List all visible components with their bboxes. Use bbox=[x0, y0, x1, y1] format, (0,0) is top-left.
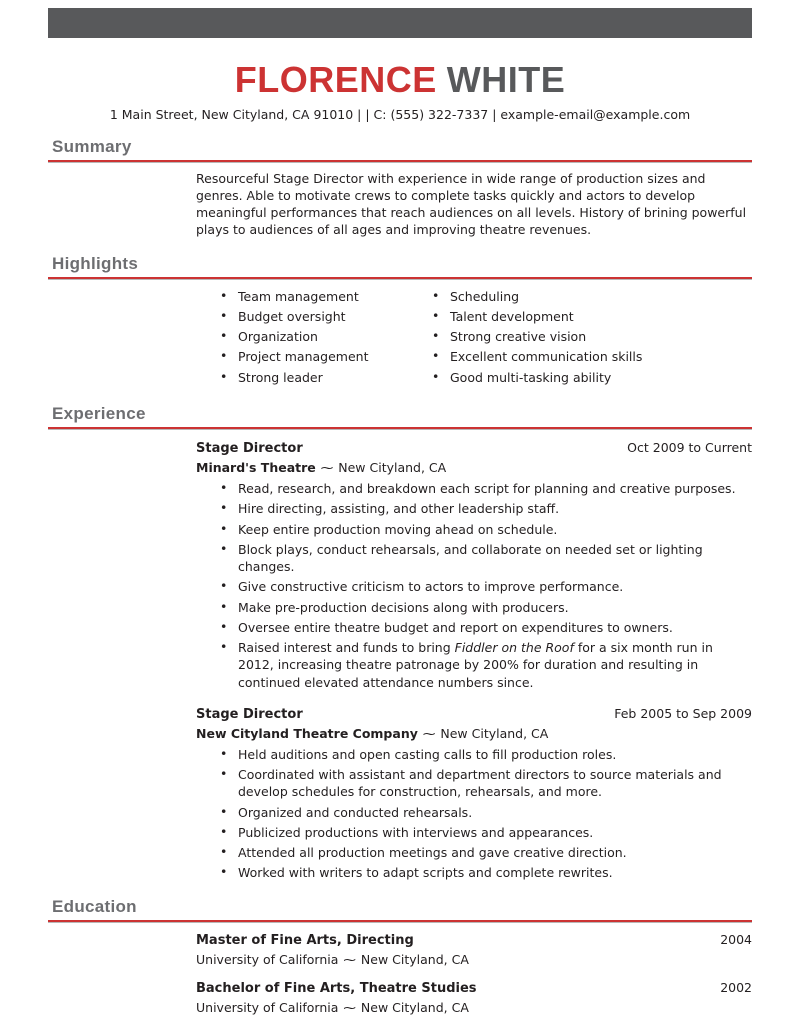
job-dates: Feb 2005 to Sep 2009 bbox=[614, 705, 752, 721]
highlight-item: • Good multi-tasking ability bbox=[408, 369, 752, 386]
section-rule bbox=[48, 920, 752, 923]
school-separator: ⁓ bbox=[343, 999, 356, 1015]
summary-content bbox=[196, 170, 752, 239]
job-entry bbox=[196, 705, 752, 882]
bullet-item: • Oversee entire theatre budget and report on expenditures to owners. bbox=[196, 619, 752, 636]
bullet-item bbox=[196, 639, 752, 691]
job-title: Stage Director bbox=[196, 440, 303, 456]
job-dates: Oct 2009 to Current bbox=[627, 439, 752, 455]
job-company-line bbox=[196, 725, 752, 742]
experience-content bbox=[196, 439, 752, 882]
company-separator: ⁓ bbox=[320, 459, 334, 475]
bullet-item: • Held auditions and open casting calls to fill production roles. bbox=[196, 746, 752, 763]
summary-text: Resourceful Stage Director with experience in wide range of production sizes and genres. Able to motivate crews to complete tasks quickly and actors to develop meaningful performances that reach audiences on all levels. History of brining powerful plays to audiences of all ages and improving theatre revenues. bbox=[196, 170, 747, 238]
section-rule bbox=[48, 160, 752, 163]
job-bullets bbox=[196, 480, 752, 691]
section-rule bbox=[48, 277, 752, 280]
bullet-text-post: for a six month run in 2012, increasing theatre patronage by 200% for duration and resulting in continued elevated attendance numbers since. bbox=[238, 640, 713, 690]
highlights-content bbox=[196, 288, 752, 389]
degree-location: New Cityland, CA bbox=[360, 951, 469, 967]
job-bullets bbox=[196, 746, 752, 882]
job-company-line bbox=[196, 459, 752, 476]
degree-header bbox=[196, 979, 752, 998]
degree-year: 2004 bbox=[720, 931, 752, 947]
bullet-text-pre: Raised interest and funds to bring bbox=[238, 640, 455, 656]
bullet-item: • Worked with writers to adapt scripts and complete rewrites. bbox=[196, 864, 752, 881]
bullet-item: • Keep entire production moving ahead on schedule. bbox=[196, 521, 752, 538]
school-line bbox=[196, 999, 752, 1016]
highlights-columns bbox=[196, 288, 752, 389]
job-company: Minard's Theatre bbox=[196, 459, 316, 475]
highlight-item: • Strong leader bbox=[196, 369, 408, 386]
school-line bbox=[196, 951, 752, 968]
highlight-item: • Budget oversight bbox=[196, 308, 408, 325]
degree-year: 2002 bbox=[720, 979, 752, 995]
first-name: FLORENCE bbox=[234, 59, 437, 100]
highlight-item: • Project management bbox=[196, 348, 408, 365]
bullet-item: • Organized and conducted rehearsals. bbox=[196, 804, 752, 821]
highlight-item: • Organization bbox=[196, 328, 408, 345]
play-title-italic: Fiddler on the Roof bbox=[454, 640, 574, 656]
education-section bbox=[48, 897, 752, 1016]
section-title-summary: Summary bbox=[52, 136, 132, 156]
highlight-item: • Strong creative vision bbox=[408, 328, 752, 345]
name-title bbox=[48, 60, 752, 100]
company-separator: ⁓ bbox=[422, 725, 436, 741]
job-title: Stage Director bbox=[196, 706, 303, 722]
summary-section bbox=[48, 137, 752, 239]
section-title-highlights: Highlights bbox=[52, 253, 139, 273]
highlight-item: • Scheduling bbox=[408, 288, 752, 305]
bullet-item: • Publicized productions with interviews and appearances. bbox=[196, 824, 752, 841]
section-title-experience: Experience bbox=[52, 403, 146, 423]
highlight-item: • Talent development bbox=[408, 308, 752, 325]
degree-entry bbox=[196, 979, 752, 1016]
header-bar bbox=[48, 8, 752, 38]
job-location: New Cityland, CA bbox=[338, 459, 447, 475]
education-content bbox=[196, 931, 752, 1016]
bullet-item: • Block plays, conduct rehearsals, and collaborate on needed set or lighting changes. bbox=[196, 541, 752, 576]
job-location: New Cityland, CA bbox=[440, 725, 549, 741]
degree-title: Master of Fine Arts, Directing bbox=[196, 932, 414, 948]
degree-school: University of California bbox=[196, 999, 339, 1015]
bullet-item: • Hire directing, assisting, and other leadership staff. bbox=[196, 500, 752, 517]
highlights-column-right bbox=[408, 288, 752, 389]
job-company: New Cityland Theatre Company bbox=[196, 725, 418, 741]
section-title-education: Education bbox=[52, 896, 137, 916]
bullet-item: • Read, research, and breakdown each script for planning and creative purposes. bbox=[196, 480, 752, 497]
bullet-item: • Coordinated with assistant and department directors to source materials and develop schedules for construction, rehearsals, and more. bbox=[196, 766, 752, 801]
degree-header bbox=[196, 931, 752, 950]
bullet-item: • Attended all production meetings and gave creative direction. bbox=[196, 844, 752, 861]
contact-line: 1 Main Street, New Cityland, CA 91010 | | C: (555) 322-7337 | example-email@example.com bbox=[109, 106, 691, 122]
last-name: WHITE bbox=[446, 59, 566, 100]
bullet-item: • Make pre-production decisions along with producers. bbox=[196, 599, 752, 616]
bullet-item: • Give constructive criticism to actors to improve performance. bbox=[196, 578, 752, 595]
degree-entry bbox=[196, 931, 752, 968]
job-header bbox=[196, 705, 752, 724]
job-entry bbox=[196, 439, 752, 691]
job-header bbox=[196, 439, 752, 458]
highlights-section bbox=[48, 254, 752, 389]
degree-location: New Cityland, CA bbox=[360, 999, 469, 1015]
highlights-column-left bbox=[196, 288, 408, 389]
highlight-item: • Team management bbox=[196, 288, 408, 305]
experience-section bbox=[48, 404, 752, 882]
degree-school: University of California bbox=[196, 951, 339, 967]
highlight-item: • Excellent communication skills bbox=[408, 348, 752, 365]
school-separator: ⁓ bbox=[343, 951, 356, 967]
degree-title: Bachelor of Fine Arts, Theatre Studies bbox=[196, 980, 477, 996]
section-rule bbox=[48, 427, 752, 430]
